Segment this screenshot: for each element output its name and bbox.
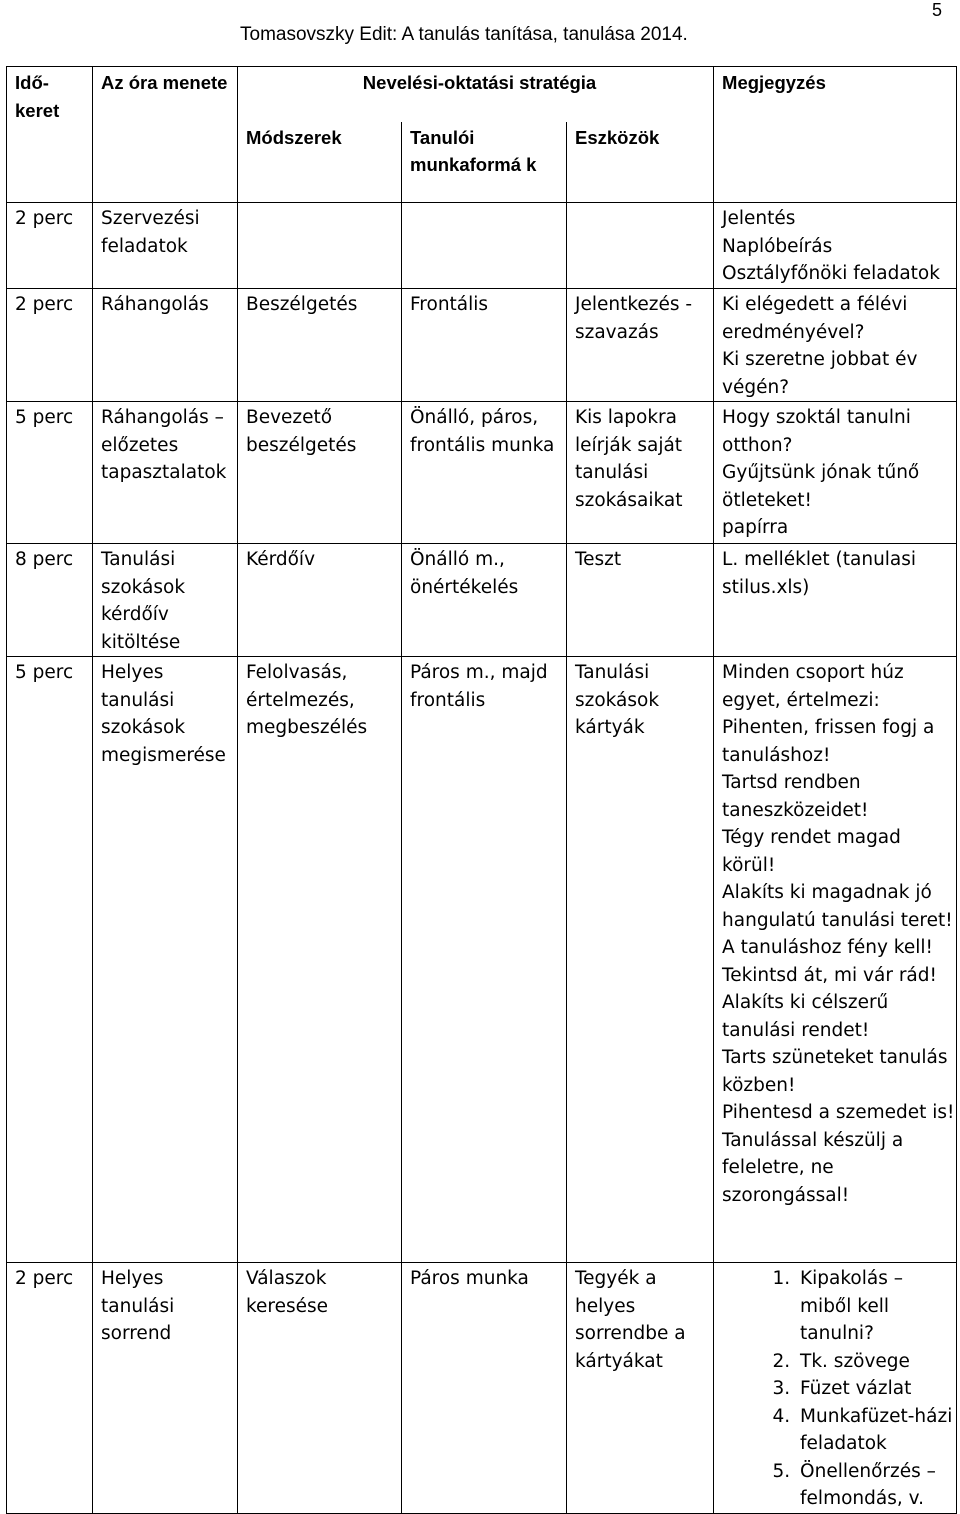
row-workform: [402, 203, 567, 289]
row-course: Helyes tanulási sorrend: [93, 1263, 238, 1514]
note-line: Tégy rendet magad körül!: [722, 827, 901, 876]
page-number: 5: [931, 0, 942, 20]
row-course: Ráhangolás: [93, 289, 238, 402]
row-time: 2 perc: [7, 289, 93, 402]
note-line: Tarts szüneteket tanulás közben!: [722, 1047, 948, 1096]
row-tool: Kis lapokra leírják saját tanulási szokásaikat: [567, 402, 714, 544]
row-tool: Jelentkezés - szavazás: [567, 289, 714, 402]
note-line: Alakíts ki magadnak jó hangulatú tanulási teret!: [722, 882, 953, 931]
note-line: Alakíts ki célszerű tanulási rendet!: [722, 992, 889, 1041]
row-time: 2 perc: [7, 1263, 93, 1514]
note-line: A tanuláshoz fény kell!: [722, 937, 933, 958]
note-line: Jelentés: [722, 208, 796, 229]
row-notes: [714, 203, 957, 289]
row-tool: Teszt: [567, 544, 714, 657]
header-strategy: Nevelési-oktatási stratégia: [238, 67, 714, 122]
list-item: 2. Tk. szövege: [796, 1348, 956, 1376]
row-workform: Önálló, páros, frontális munka: [402, 402, 567, 544]
note-line: Pihentesd a szemedet is!: [722, 1102, 955, 1123]
row-course: Szervezési feladatok: [93, 203, 238, 289]
header-methods: Módszerek: [238, 122, 402, 203]
row-workform: Páros munka: [402, 1263, 567, 1514]
row-notes: [714, 289, 957, 402]
row-method: Bevezető beszélgetés: [238, 402, 402, 544]
table-row: [7, 203, 957, 289]
header-notes: Megjegyzés: [714, 67, 957, 203]
row-time: 5 perc: [7, 657, 93, 1263]
row-tool: Tanulási szokások kártyák: [567, 657, 714, 1263]
list-item: 3. Füzet vázlat: [796, 1375, 956, 1403]
lesson-plan-table: [6, 66, 957, 1514]
row-workform: Önálló m., önértékelés: [402, 544, 567, 657]
row-method: [238, 203, 402, 289]
row-method: Kérdőív: [238, 544, 402, 657]
note-line: Minden csoport húz egyet, értelmezi:: [722, 662, 904, 711]
note-line: L. melléklet (tanulasi stilus.xls): [722, 549, 917, 598]
note-line: Osztályfőnöki feladatok: [722, 263, 940, 284]
list-item: 4. Munkafüzet-házi feladatok: [796, 1403, 956, 1458]
table-row: [7, 402, 957, 544]
note-line: Pihenten, frissen fogj a tanuláshoz!: [722, 717, 935, 766]
note-line: Tekintsd át, mi vár rád!: [722, 964, 937, 986]
table-row: [7, 657, 957, 1263]
note-line: Hogy szoktál tanulni otthon?: [722, 407, 911, 456]
note-line: Ki elégedett a félévi eredményével?: [722, 294, 908, 343]
list-item: 5. Önellenőrzés – felmondás, v.: [796, 1458, 956, 1513]
header-tools: Eszközök: [567, 122, 714, 203]
row-method: Felolvasás, értelmezés, megbeszélés: [238, 657, 402, 1263]
row-course: Helyes tanulási szokások megismerése: [93, 657, 238, 1263]
row-tool: Tegyék a helyes sorrendbe a kártyákat: [567, 1263, 714, 1514]
row-notes: [714, 402, 957, 544]
note-line: papírra: [722, 517, 789, 538]
table-row: [7, 1263, 957, 1514]
table-row: [7, 544, 957, 657]
header-course: Az óra menete: [93, 67, 238, 203]
running-head: Tomasovszky Edit: A tanulás tanítása, tanulása 2014.: [240, 24, 688, 45]
row-method: Válaszok keresése: [238, 1263, 402, 1514]
note-line: Naplóbeírás: [722, 235, 833, 257]
row-course: Ráhangolás – előzetes tapasztalatok: [93, 402, 238, 544]
row-workform: Páros m., majd frontális: [402, 657, 567, 1263]
row-time: 5 perc: [7, 402, 93, 544]
row-workform: Frontális: [402, 289, 567, 402]
list-item: 1. Kipakolás – miből kell tanulni?: [796, 1265, 956, 1348]
note-line: Ki szeretne jobbat év végén?: [722, 349, 918, 398]
row-method: Beszélgetés: [238, 289, 402, 402]
table-row: [7, 289, 957, 402]
row-time: 8 perc: [7, 544, 93, 657]
note-line: Gyűjtsünk jónak tűnő ötleteket!: [722, 462, 920, 511]
row-notes: [714, 544, 957, 657]
row-time: 2 perc: [7, 203, 93, 289]
sequence-list: [722, 1265, 956, 1513]
header-time: Idő-keret: [7, 67, 93, 203]
note-line: Tanulással készülj a feleletre, ne szorongással!: [722, 1129, 904, 1206]
note-line: Tartsd rendben taneszközeidet!: [722, 772, 869, 821]
row-course: Tanulási szokások kérdőív kitöltése: [93, 544, 238, 657]
row-notes: [714, 1263, 957, 1514]
row-tool: [567, 203, 714, 289]
header-workforms: Tanulói munkaformá k: [402, 122, 567, 203]
row-notes: [714, 657, 957, 1263]
